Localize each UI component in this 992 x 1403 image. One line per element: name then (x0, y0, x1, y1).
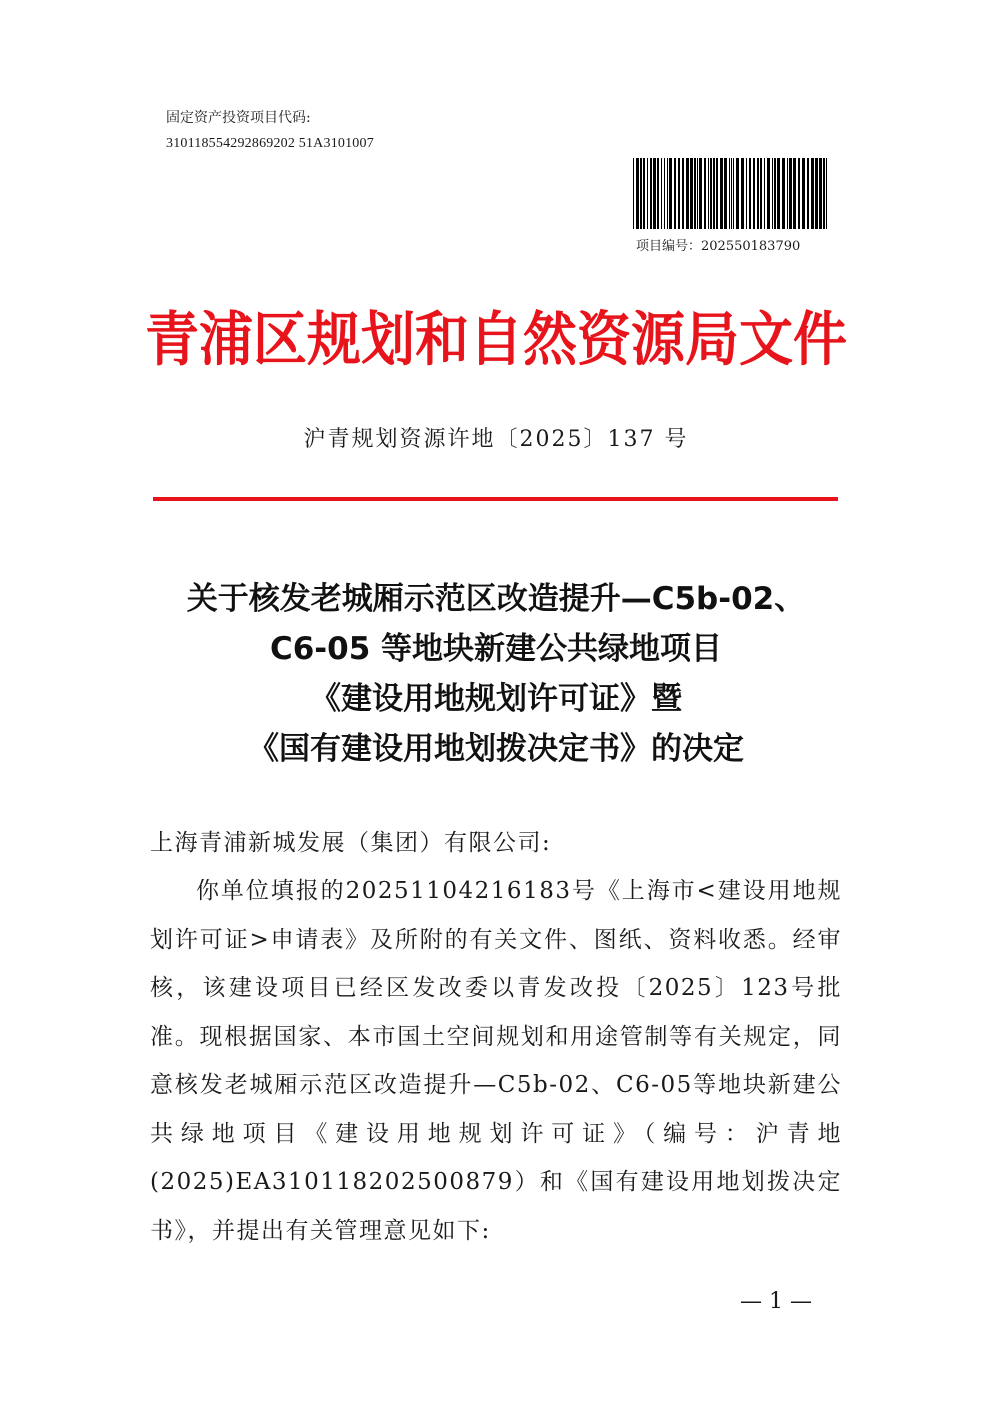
barcode-bar (708, 158, 709, 229)
barcode-bar (749, 158, 751, 229)
barcode-bar (789, 158, 792, 229)
barcode-bar (807, 158, 809, 229)
barcode-bar (772, 158, 773, 229)
barcode-bar (657, 158, 659, 229)
issuer-title: 青浦区规划和自然资源局文件 (145, 305, 847, 374)
barcode-bar (650, 158, 652, 229)
barcode-bar (741, 158, 744, 229)
barcode-bar (802, 158, 805, 229)
barcode-bar (664, 158, 665, 229)
heading-line-1: 关于核发老城厢示范区改造提升—C5b-02、 (186, 581, 806, 617)
investment-code-value: 310118554292869202 51A3101007 (166, 136, 374, 151)
barcode-bar (760, 158, 762, 229)
heading-line-4: 《国有建设用地划拨决定书》的决定 (248, 731, 744, 767)
barcode-bar (733, 158, 734, 229)
barcode-bar (674, 158, 676, 229)
barcode-bar (811, 158, 814, 229)
barcode-bar (678, 158, 680, 229)
barcode-bar (640, 158, 642, 229)
barcode-bar (782, 158, 785, 229)
barcode-bar (767, 158, 770, 229)
barcode-bar (633, 158, 634, 229)
barcode-bar (793, 158, 796, 229)
barcode-bar (690, 158, 693, 229)
barcode-bar (686, 158, 689, 229)
barcode-bar (643, 158, 645, 229)
red-divider (153, 497, 838, 501)
barcode-bar (710, 158, 712, 229)
barcode-bar (787, 158, 788, 229)
barcode-bar (661, 158, 662, 229)
barcode-bar (667, 158, 668, 229)
barcode-bar (682, 158, 684, 229)
barcode-bar (764, 158, 765, 229)
heading-line-2: C6-05 等地块新建公共绿地项目 (269, 631, 723, 667)
barcode-bar (815, 158, 818, 229)
barcode-bar (826, 158, 827, 229)
barcode-bar (720, 158, 723, 229)
barcode-bar (753, 158, 755, 229)
barcode-bar (647, 158, 648, 229)
barcode-bar (713, 158, 715, 229)
barcode-bar (736, 158, 739, 229)
barcode-bar (823, 158, 825, 229)
barcode-bar (746, 158, 747, 229)
barcode-bar (704, 158, 706, 229)
barcode-bar (777, 158, 780, 229)
heading-line-3: 《建设用地规划许可证》暨 (310, 681, 682, 717)
barcode-bar (694, 158, 696, 229)
barcode-bar (724, 158, 727, 229)
page-number: — 1 — (740, 1289, 812, 1314)
barcode-bar (697, 158, 698, 229)
barcode-bar (669, 158, 672, 229)
barcode-bar (774, 158, 776, 229)
body-paragraph: 你单位填报的20251104216183号《上海市<建设用地规划许可证>申请表》及所附的有关文件、图纸、资料收悉。经审核，该建设项目已经区发改委以青发改投〔2025〕123号批准。现根据国家、本市国土空间规划和用途管制等有关规定，同意核发老城厢示范区改造提升—C5b-02、C6-05等地块新建公共绿地项目《建设用地规划许可证》（编号：沪青地(2025)EA310118202500879）和《国有建设用地划拨决定书》，并提出有关管理意见如下: (150, 878, 842, 1244)
barcode-bar (699, 158, 702, 229)
barcode-bar (757, 158, 759, 229)
document-number: 沪青规划资源许地〔2025〕137 号 (303, 427, 689, 452)
document-heading (0, 574, 992, 774)
barcode-bar (636, 158, 639, 229)
barcode-bar (716, 158, 718, 229)
barcode-image (633, 158, 828, 229)
addressee: 上海青浦新城发展（集团）有限公司: (150, 830, 552, 856)
barcode-bar (653, 158, 656, 229)
barcode-bar (731, 158, 732, 229)
investment-code-label: 固定资产投资项目代码: (166, 110, 311, 126)
barcode-bar (729, 158, 730, 229)
barcode-bar (798, 158, 800, 229)
barcode-bar (819, 158, 822, 229)
project-number-caption: 项目编号：202550183790 (636, 239, 801, 254)
